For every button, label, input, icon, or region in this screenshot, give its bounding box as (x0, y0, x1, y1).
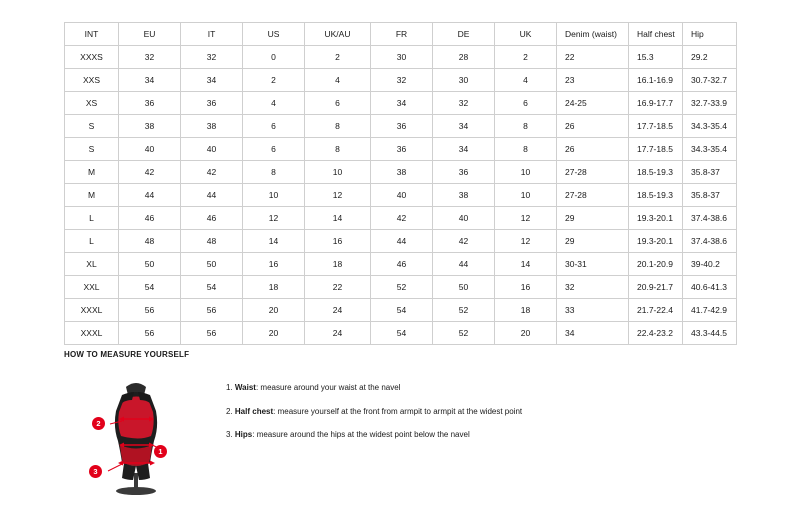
table-cell: 36 (371, 115, 433, 138)
table-cell: 44 (181, 184, 243, 207)
table-cell: XL (65, 253, 119, 276)
table-cell: M (65, 161, 119, 184)
table-cell: 56 (181, 322, 243, 345)
table-cell: 32 (433, 92, 495, 115)
table-cell: 2 (495, 46, 557, 69)
table-row (65, 115, 737, 138)
table-cell: 20 (243, 299, 305, 322)
table-cell: 10 (495, 184, 557, 207)
table-row (65, 69, 737, 92)
table-cell: 30 (371, 46, 433, 69)
table-row (65, 299, 737, 322)
table-cell: 16 (243, 253, 305, 276)
size-chart-table (64, 22, 737, 345)
table-cell: 44 (433, 253, 495, 276)
badge-waist: 1 (154, 445, 167, 458)
table-cell: 42 (371, 207, 433, 230)
table-cell: 16 (495, 276, 557, 299)
measure-instruction-item (226, 430, 522, 440)
table-cell: XXS (65, 69, 119, 92)
instruction-text: : measure yourself at the front from armpit to armpit at the widest point (273, 406, 523, 416)
table-cell: 20 (495, 322, 557, 345)
table-cell: 32 (557, 276, 629, 299)
instruction-text: : measure around your waist at the navel (255, 383, 401, 392)
table-cell: 32 (371, 69, 433, 92)
table-cell: 22.4-23.2 (629, 322, 683, 345)
table-cell: L (65, 230, 119, 253)
table-cell: 24-25 (557, 92, 629, 115)
table-cell: 19.3-20.1 (629, 207, 683, 230)
table-cell: 44 (119, 184, 181, 207)
table-cell: 50 (181, 253, 243, 276)
mannequin-figure (64, 369, 214, 499)
table-cell: 54 (371, 322, 433, 345)
table-cell: 50 (433, 276, 495, 299)
table-row (65, 253, 737, 276)
table-cell: 52 (433, 322, 495, 345)
badge-half-chest: 2 (92, 417, 105, 430)
table-cell: 38 (433, 184, 495, 207)
table-cell: 4 (495, 69, 557, 92)
table-cell: 29 (557, 230, 629, 253)
table-cell: 46 (181, 207, 243, 230)
table-cell: 17.7-18.5 (629, 115, 683, 138)
table-cell: 42 (119, 161, 181, 184)
table-cell: 38 (119, 115, 181, 138)
table-cell: 20.1-20.9 (629, 253, 683, 276)
table-cell: 30 (433, 69, 495, 92)
table-header-cell: UK (495, 23, 557, 46)
table-row (65, 276, 737, 299)
table-cell: 16.1-16.9 (629, 69, 683, 92)
table-cell: 34.3-35.4 (683, 115, 737, 138)
table-cell: 4 (305, 69, 371, 92)
table-cell: 22 (557, 46, 629, 69)
table-cell: 40 (119, 138, 181, 161)
table-cell: 38 (181, 115, 243, 138)
table-cell: 40 (433, 207, 495, 230)
table-cell: 40.6-41.3 (683, 276, 737, 299)
table-cell: 8 (495, 115, 557, 138)
table-cell: 18.5-19.3 (629, 184, 683, 207)
table-cell: 34 (557, 322, 629, 345)
table-cell: 54 (181, 276, 243, 299)
table-cell: S (65, 115, 119, 138)
instruction-number: 3. (226, 430, 233, 440)
table-cell: 6 (495, 92, 557, 115)
table-cell: 18 (305, 253, 371, 276)
table-cell: 8 (243, 161, 305, 184)
table-cell: 46 (371, 253, 433, 276)
table-cell: 52 (433, 299, 495, 322)
table-cell: 41.7-42.9 (683, 299, 737, 322)
table-cell: 52 (371, 276, 433, 299)
instruction-number: 1. (226, 383, 233, 392)
table-cell: 32.7-33.9 (683, 92, 737, 115)
table-cell: 10 (305, 161, 371, 184)
table-header-cell: IT (181, 23, 243, 46)
table-cell: 22 (305, 276, 371, 299)
table-cell: 38 (371, 161, 433, 184)
table-row (65, 138, 737, 161)
table-cell: 27-28 (557, 184, 629, 207)
table-cell: L (65, 207, 119, 230)
table-header-cell: Denim (waist) (557, 23, 629, 46)
table-cell: 56 (119, 299, 181, 322)
table-cell: 39-40.2 (683, 253, 737, 276)
table-cell: 17.7-18.5 (629, 138, 683, 161)
table-cell: 20 (243, 322, 305, 345)
table-cell: 26 (557, 138, 629, 161)
table-header-cell: DE (433, 23, 495, 46)
table-cell: 40 (181, 138, 243, 161)
instruction-term: Half chest (234, 406, 274, 416)
table-cell: 42 (433, 230, 495, 253)
measure-instruction-item (226, 383, 522, 393)
table-cell: 44 (371, 230, 433, 253)
table-cell: 14 (243, 230, 305, 253)
table-cell: 6 (243, 138, 305, 161)
table-cell: 6 (305, 92, 371, 115)
table-cell: 30-31 (557, 253, 629, 276)
table-cell: 24 (305, 299, 371, 322)
table-cell: 12 (495, 230, 557, 253)
table-cell: XXXL (65, 299, 119, 322)
table-cell: 20.9-21.7 (629, 276, 683, 299)
table-cell: 34 (433, 115, 495, 138)
table-cell: 14 (305, 207, 371, 230)
table-row (65, 46, 737, 69)
table-header-cell: INT (65, 23, 119, 46)
table-cell: 14 (495, 253, 557, 276)
table-cell: 32 (181, 46, 243, 69)
table-cell: 19.3-20.1 (629, 230, 683, 253)
table-cell: 34 (433, 138, 495, 161)
table-cell: 0 (243, 46, 305, 69)
table-row (65, 322, 737, 345)
table-cell: 21.7-22.4 (629, 299, 683, 322)
measure-body (64, 369, 764, 499)
instruction-number: 2. (226, 406, 233, 416)
table-cell: 8 (495, 138, 557, 161)
table-cell: 10 (495, 161, 557, 184)
table-cell: 35.8-37 (683, 161, 737, 184)
table-header-cell: UK/AU (305, 23, 371, 46)
table-cell: 29 (557, 207, 629, 230)
table-header-cell: US (243, 23, 305, 46)
table-cell: 37.4-38.6 (683, 207, 737, 230)
table-cell: 34 (181, 69, 243, 92)
table-cell: 54 (119, 276, 181, 299)
table-cell: 28 (433, 46, 495, 69)
table-cell: 34 (371, 92, 433, 115)
instruction-text: : measure around the hips at the widest point below the navel (252, 430, 470, 440)
measure-instructions (226, 369, 522, 454)
table-cell: 43.3-44.5 (683, 322, 737, 345)
table-cell: 36 (433, 161, 495, 184)
table-cell: 48 (119, 230, 181, 253)
table-cell: XXXL (65, 322, 119, 345)
table-cell: 24 (305, 322, 371, 345)
table-cell: M (65, 184, 119, 207)
badge-hips: 3 (89, 465, 102, 478)
table-cell: 16 (305, 230, 371, 253)
table-cell: 34.3-35.4 (683, 138, 737, 161)
instruction-term: Hips (234, 430, 253, 440)
table-cell: 15.3 (629, 46, 683, 69)
table-cell: 54 (371, 299, 433, 322)
table-cell: 50 (119, 253, 181, 276)
table-cell: 56 (119, 322, 181, 345)
table-header-cell: FR (371, 23, 433, 46)
table-cell: 34 (119, 69, 181, 92)
table-cell: 2 (243, 69, 305, 92)
table-cell: 16.9-17.7 (629, 92, 683, 115)
table-cell: 2 (305, 46, 371, 69)
table-cell: 42 (181, 161, 243, 184)
table-cell: 36 (181, 92, 243, 115)
table-header-row (65, 23, 737, 46)
table-cell: 8 (305, 138, 371, 161)
table-cell: 12 (243, 207, 305, 230)
table-cell: 8 (305, 115, 371, 138)
table-cell: 36 (119, 92, 181, 115)
how-to-measure-section (64, 350, 764, 499)
table-cell: XXXS (65, 46, 119, 69)
measure-instruction-item (226, 407, 522, 417)
table-cell: 40 (371, 184, 433, 207)
table-cell: 12 (495, 207, 557, 230)
table-cell: 18.5-19.3 (629, 161, 683, 184)
table-cell: XS (65, 92, 119, 115)
table-row (65, 207, 737, 230)
table-header-cell: Half chest (629, 23, 683, 46)
table-row (65, 184, 737, 207)
table-cell: 18 (495, 299, 557, 322)
table-cell: 18 (243, 276, 305, 299)
table-cell: 29.2 (683, 46, 737, 69)
table-cell: 23 (557, 69, 629, 92)
table-cell: 30.7-32.7 (683, 69, 737, 92)
table-row (65, 230, 737, 253)
table-cell: 27-28 (557, 161, 629, 184)
table-header-cell: Hip (683, 23, 737, 46)
instruction-term: Waist (234, 383, 256, 392)
table-header-cell: EU (119, 23, 181, 46)
table-cell: 35.8-37 (683, 184, 737, 207)
table-cell: 26 (557, 115, 629, 138)
table-cell: 36 (371, 138, 433, 161)
table-cell: 48 (181, 230, 243, 253)
table-cell: 33 (557, 299, 629, 322)
table-row (65, 161, 737, 184)
table-cell: XXL (65, 276, 119, 299)
table-cell: S (65, 138, 119, 161)
table-cell: 4 (243, 92, 305, 115)
table-cell: 10 (243, 184, 305, 207)
table-cell: 12 (305, 184, 371, 207)
mannequin-illustration (64, 369, 214, 499)
table-row (65, 92, 737, 115)
measure-title: HOW TO MEASURE YOURSELF (64, 350, 190, 359)
table-cell: 56 (181, 299, 243, 322)
table-cell: 32 (119, 46, 181, 69)
table-cell: 6 (243, 115, 305, 138)
table-cell: 46 (119, 207, 181, 230)
table-cell: 37.4-38.6 (683, 230, 737, 253)
